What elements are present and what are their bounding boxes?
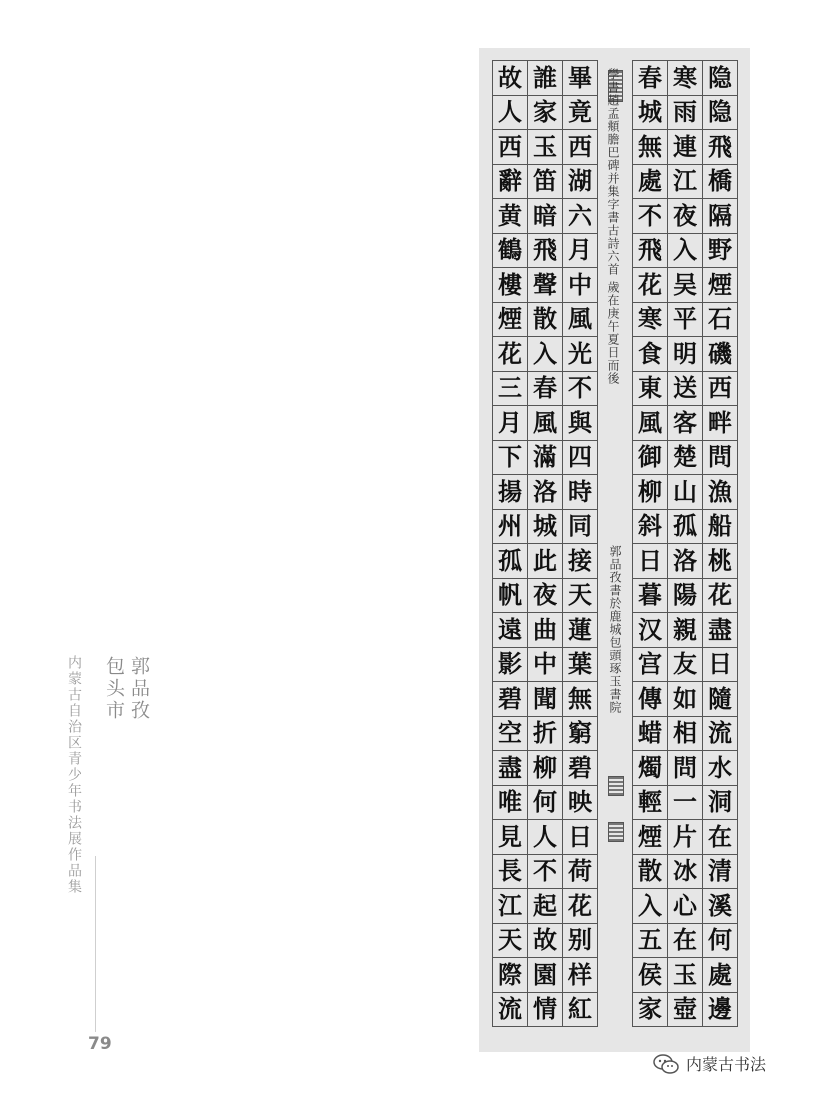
inscription-signature: 郭品孜書於鹿城包頭琢玉書院	[608, 545, 622, 714]
calligraphy-character: 曲	[527, 612, 562, 647]
calligraphy-character: 煙	[632, 819, 667, 854]
calligraphy-character: 送	[667, 371, 702, 406]
calligraphy-character: 湖	[562, 164, 597, 199]
calligraphy-character: 入	[527, 336, 562, 371]
calligraphy-character: 樓	[492, 267, 527, 302]
wechat-watermark	[652, 1052, 766, 1075]
calligraphy-character: 何	[527, 785, 562, 820]
calligraphy-character: 輕	[632, 785, 667, 820]
calligraphy-character: 遠	[492, 612, 527, 647]
calligraphy-character: 碧	[562, 750, 597, 785]
calligraphy-character: 夜	[527, 578, 562, 613]
calligraphy-character: 月	[562, 233, 597, 268]
calligraphy-character: 誰	[527, 60, 562, 95]
calligraphy-character: 吴	[667, 267, 702, 302]
calligraphy-character: 故	[527, 923, 562, 958]
calligraphy-character: 西	[562, 129, 597, 164]
calligraphy-character: 一	[667, 785, 702, 820]
calligraphy-character: 笛	[527, 164, 562, 199]
seal-stamp-name	[608, 776, 624, 796]
page-number: 79	[88, 1034, 112, 1054]
calligraphy-character: 陽	[667, 578, 702, 613]
calligraphy-character: 宫	[632, 647, 667, 682]
calligraphy-character: 城	[632, 95, 667, 130]
margin-divider	[95, 856, 96, 1032]
calligraphy-character: 侯	[632, 957, 667, 992]
calligraphy-character: 風	[562, 302, 597, 337]
calligraphy-character: 情	[527, 992, 562, 1027]
calligraphy-character: 春	[527, 371, 562, 406]
calligraphy-character: 傳	[632, 681, 667, 716]
calligraphy-character: 散	[527, 302, 562, 337]
calligraphy-character: 邊	[702, 992, 737, 1027]
calligraphy-character: 溪	[702, 888, 737, 923]
calligraphy-character: 客	[667, 405, 702, 440]
calligraphy-character: 隨	[702, 681, 737, 716]
calligraphy-character: 不	[632, 198, 667, 233]
calligraphy-character: 此	[527, 543, 562, 578]
calligraphy-character: 人	[527, 819, 562, 854]
calligraphy-character: 寒	[667, 60, 702, 95]
calligraphy-character: 野	[702, 233, 737, 268]
calligraphy-character: 中	[562, 267, 597, 302]
calligraphy-character: 家	[632, 992, 667, 1027]
calligraphy-character: 玉	[527, 129, 562, 164]
calligraphy-character: 處	[632, 164, 667, 199]
calligraphy-character: 清	[702, 854, 737, 889]
calligraphy-character: 入	[632, 888, 667, 923]
calligraphy-character: 揚	[492, 474, 527, 509]
calligraphy-character: 磯	[702, 336, 737, 371]
calligraphy-character: 故	[492, 60, 527, 95]
calligraphy-character: 燭	[632, 750, 667, 785]
calligraphy-character: 折	[527, 716, 562, 751]
calligraphy-character: 州	[492, 509, 527, 544]
calligraphy-character: 西	[702, 371, 737, 406]
calligraphy-character: 雨	[667, 95, 702, 130]
calligraphy-character: 西	[492, 129, 527, 164]
calligraphy-character: 五	[632, 923, 667, 958]
calligraphy-character: 飛	[632, 233, 667, 268]
calligraphy-character: 船	[702, 509, 737, 544]
calligraphy-character: 夜	[667, 198, 702, 233]
calligraphy-character: 映	[562, 785, 597, 820]
calligraphy-character: 不	[562, 371, 597, 406]
watermark-label: 内蒙古书法	[686, 1055, 767, 1074]
calligraphy-character: 心	[667, 888, 702, 923]
calligraphy-character: 相	[667, 716, 702, 751]
calligraphy-character: 入	[667, 233, 702, 268]
calligraphy-grid-right	[632, 60, 738, 1027]
calligraphy-character: 何	[702, 923, 737, 958]
artist-name: 郭品孜	[128, 656, 150, 722]
calligraphy-character: 家	[527, 95, 562, 130]
calligraphy-character: 風	[527, 405, 562, 440]
calligraphy-character: 春	[632, 60, 667, 95]
calligraphy-character: 楚	[667, 440, 702, 475]
calligraphy-character: 隐	[702, 95, 737, 130]
calligraphy-character: 無	[562, 681, 597, 716]
calligraphy-character: 柳	[632, 474, 667, 509]
calligraphy-character: 在	[702, 819, 737, 854]
calligraphy-character: 冰	[667, 854, 702, 889]
calligraphy-character: 畔	[702, 405, 737, 440]
calligraphy-character: 同	[562, 509, 597, 544]
calligraphy-character: 盡	[702, 612, 737, 647]
calligraphy-character: 寒	[632, 302, 667, 337]
calligraphy-character: 接	[562, 543, 597, 578]
calligraphy-character: 窮	[562, 716, 597, 751]
calligraphy-character: 明	[667, 336, 702, 371]
calligraphy-artwork	[479, 48, 750, 1052]
calligraphy-character: 玉	[667, 957, 702, 992]
calligraphy-character: 斜	[632, 509, 667, 544]
calligraphy-character: 友	[667, 647, 702, 682]
calligraphy-character: 洞	[702, 785, 737, 820]
calligraphy-character: 風	[632, 405, 667, 440]
calligraphy-character: 别	[562, 923, 597, 958]
calligraphy-character: 唯	[492, 785, 527, 820]
calligraphy-character: 人	[492, 95, 527, 130]
calligraphy-character: 月	[492, 405, 527, 440]
calligraphy-character: 隔	[702, 198, 737, 233]
calligraphy-character: 起	[527, 888, 562, 923]
calligraphy-character: 样	[562, 957, 597, 992]
calligraphy-character: 東	[632, 371, 667, 406]
calligraphy-character: 孤	[667, 509, 702, 544]
calligraphy-character: 時	[562, 474, 597, 509]
calligraphy-character: 隐	[702, 60, 737, 95]
calligraphy-character: 紅	[562, 992, 597, 1027]
calligraphy-character: 際	[492, 957, 527, 992]
calligraphy-character: 六	[562, 198, 597, 233]
calligraphy-character: 四	[562, 440, 597, 475]
calligraphy-character: 鶴	[492, 233, 527, 268]
calligraphy-character: 孤	[492, 543, 527, 578]
calligraphy-character: 壺	[667, 992, 702, 1027]
calligraphy-character: 天	[492, 923, 527, 958]
calligraphy-character: 流	[492, 992, 527, 1027]
calligraphy-character: 聞	[527, 681, 562, 716]
calligraphy-character: 連	[667, 129, 702, 164]
calligraphy-character: 盡	[492, 750, 527, 785]
calligraphy-character: 花	[562, 888, 597, 923]
calligraphy-character: 片	[667, 819, 702, 854]
calligraphy-character: 桃	[702, 543, 737, 578]
calligraphy-character: 橋	[702, 164, 737, 199]
catalog-title: 内蒙古自治区青少年书法展作品集	[66, 655, 82, 895]
calligraphy-character: 竟	[562, 95, 597, 130]
calligraphy-character: 無	[632, 129, 667, 164]
calligraphy-character: 花	[702, 578, 737, 613]
calligraphy-character: 煙	[702, 267, 737, 302]
calligraphy-character: 漁	[702, 474, 737, 509]
calligraphy-character: 日	[702, 647, 737, 682]
wechat-icon	[652, 1053, 680, 1075]
calligraphy-character: 煙	[492, 302, 527, 337]
calligraphy-character: 園	[527, 957, 562, 992]
calligraphy-character: 汉	[632, 612, 667, 647]
calligraphy-character: 黄	[492, 198, 527, 233]
calligraphy-character: 暗	[527, 198, 562, 233]
calligraphy-character: 荷	[562, 854, 597, 889]
calligraphy-character: 問	[702, 440, 737, 475]
calligraphy-character: 花	[632, 267, 667, 302]
calligraphy-character: 帆	[492, 578, 527, 613]
calligraphy-character: 御	[632, 440, 667, 475]
artist-city: 包头市	[103, 656, 125, 722]
calligraphy-character: 親	[667, 612, 702, 647]
calligraphy-character: 日	[632, 543, 667, 578]
calligraphy-character: 花	[492, 336, 527, 371]
calligraphy-character: 飛	[527, 233, 562, 268]
calligraphy-character: 山	[667, 474, 702, 509]
calligraphy-character: 辭	[492, 164, 527, 199]
calligraphy-character: 處	[702, 957, 737, 992]
calligraphy-character: 石	[702, 302, 737, 337]
calligraphy-character: 食	[632, 336, 667, 371]
calligraphy-grid-left	[492, 60, 598, 1027]
calligraphy-character: 洛	[527, 474, 562, 509]
calligraphy-character: 中	[527, 647, 562, 682]
calligraphy-character: 問	[667, 750, 702, 785]
calligraphy-character: 光	[562, 336, 597, 371]
calligraphy-character: 飛	[702, 129, 737, 164]
calligraphy-character: 天	[562, 578, 597, 613]
calligraphy-character: 聲	[527, 267, 562, 302]
calligraphy-character: 蓮	[562, 612, 597, 647]
calligraphy-character: 蜡	[632, 716, 667, 751]
calligraphy-character: 畢	[562, 60, 597, 95]
calligraphy-character: 散	[632, 854, 667, 889]
calligraphy-character: 葉	[562, 647, 597, 682]
calligraphy-character: 水	[702, 750, 737, 785]
calligraphy-character: 不	[527, 854, 562, 889]
calligraphy-character: 下	[492, 440, 527, 475]
calligraphy-character: 三	[492, 371, 527, 406]
calligraphy-character: 與	[562, 405, 597, 440]
calligraphy-character: 碧	[492, 681, 527, 716]
calligraphy-character: 城	[527, 509, 562, 544]
calligraphy-character: 柳	[527, 750, 562, 785]
calligraphy-character: 江	[492, 888, 527, 923]
calligraphy-character: 影	[492, 647, 527, 682]
inscription-title: 學書趙孟頫膽巴碑并集字書古詩六首 歲在庚午夏日而後	[606, 68, 620, 385]
calligraphy-character: 在	[667, 923, 702, 958]
calligraphy-character: 江	[667, 164, 702, 199]
seal-stamp-studio	[608, 822, 624, 842]
calligraphy-character: 空	[492, 716, 527, 751]
calligraphy-character: 洛	[667, 543, 702, 578]
calligraphy-character: 如	[667, 681, 702, 716]
calligraphy-character: 平	[667, 302, 702, 337]
calligraphy-character: 長	[492, 854, 527, 889]
calligraphy-character: 暮	[632, 578, 667, 613]
calligraphy-character: 見	[492, 819, 527, 854]
calligraphy-character: 日	[562, 819, 597, 854]
calligraphy-character: 流	[702, 716, 737, 751]
calligraphy-character: 滿	[527, 440, 562, 475]
